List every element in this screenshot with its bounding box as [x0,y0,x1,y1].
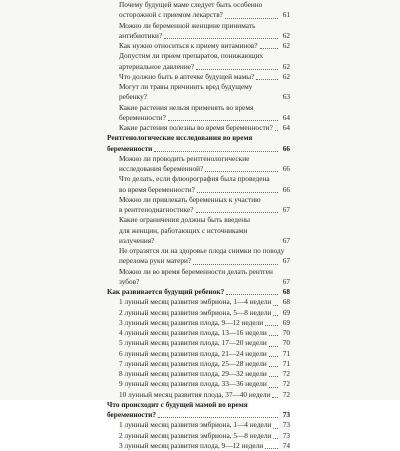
toc-entry [107,267,290,288]
toc-entry [107,297,290,307]
toc-page-number: 72 [279,390,290,400]
toc-entry-line [119,72,290,82]
toc-entry-line [119,308,290,318]
toc-entry [107,51,290,72]
toc-page-number: 74 [279,441,290,451]
dot-leader [154,151,278,152]
toc-entry-text: 3 лунный месяц развития плода, 9—12 недели [119,317,264,327]
toc-entry-line [119,0,290,10]
toc-entry [107,420,290,430]
dot-leader [193,264,278,265]
toc-entry-text: Можно ли привлекать беременных к участию [119,194,261,204]
toc-entry [107,154,290,175]
toc-entry-line [119,256,290,266]
toc-entry-line [119,441,290,451]
toc-entry-text: Что должно быть в аптечке будущей мамы? [119,71,255,81]
toc-page-number: 63 [279,92,290,102]
toc-entry [107,123,290,133]
toc-entry-line [119,390,290,400]
toc-page-number: 67 [279,277,290,287]
toc-page-number: 68 [279,287,290,297]
toc-page-number: 67 [279,256,290,266]
toc-entry-line [119,359,290,369]
toc-entry [107,431,290,441]
toc-page-number: 72 [279,379,290,389]
toc-entry-text: Не отразятся ли на здоровье плода снимки по поводу [119,246,285,255]
dot-leader [265,448,278,449]
toc-entry-line [107,410,290,420]
toc-page-number: 70 [279,328,290,338]
dot-leader [272,397,278,398]
dot-leader [269,366,278,367]
toc-entry-text: 1 лунный месяц развития эмбриона, 1—4 недели [119,420,272,430]
toc-entry-text: Что делать, если флюорография была проведена [119,174,270,184]
toc-entry-text: 2 лунный месяц развития эмбриона, 5—8 недели [119,307,272,317]
toc-entry [107,359,290,369]
toc-entry-line [119,349,290,359]
toc-entry [107,328,290,338]
toc-entry-text: Какие растения нельзя применять во время [119,102,254,112]
toc-page-number: 72 [279,369,290,379]
toc-entry-text: исследования беременной? [119,164,204,173]
toc-entry [107,195,290,216]
toc-entry-line [107,287,290,297]
toc-entry-line [119,123,290,133]
toc-page-number: 64 [279,123,290,133]
dot-leader [196,212,279,213]
toc-entry-line [119,195,290,205]
dot-leader [273,438,278,439]
dot-leader [275,130,278,131]
toc-entry [107,246,290,267]
toc-entry-line [119,215,290,225]
toc-page-number: 64 [279,113,290,123]
toc-page-number: 66 [279,185,290,195]
toc-entry-line [119,328,290,338]
toc-entry-text: 5 лунный месяц развития плода, 17—20 недели [119,338,267,348]
toc-entry-line [119,205,290,215]
toc-entry [107,215,290,246]
dot-leader [205,171,278,172]
toc-entry-line [119,267,290,288]
toc-page-number: 62 [279,72,290,82]
dot-leader [269,376,278,377]
dot-leader [273,315,278,316]
dot-leader [196,69,278,70]
dot-leader [225,18,278,19]
toc-page-number: 73 [279,420,290,430]
dot-leader [269,335,278,336]
toc-entry-line [119,338,290,348]
dot-leader [269,356,278,357]
toc-entry [107,379,290,389]
toc-entry-text: беременности? [119,112,166,122]
dot-leader [226,294,278,295]
toc-page-number: 69 [279,308,290,318]
toc-entry-text: Можно ли проводить рентгенологические [119,153,250,163]
toc-entry-line [119,31,290,41]
toc-entry-line [119,21,290,31]
toc-page-number: 68 [279,297,290,307]
toc-entry-text: для женщин, работающих с источниками излучения? [119,226,277,247]
toc-entry [107,308,290,318]
toc-entry-text: 1 лунный месяц развития эмбриона, 1—4 недели [119,297,272,307]
toc-entry [107,338,290,348]
toc-entry [107,0,290,21]
toc-section-heading [107,133,290,154]
dot-leader [256,79,278,80]
toc-entry-line [119,226,290,247]
toc-entry-text: Рентгенологические исследования во время [107,133,253,143]
toc-entry-line [119,174,290,184]
toc-entry [107,103,290,124]
toc-section-heading [107,287,290,297]
toc-entry-line [119,41,290,51]
table-of-contents [107,0,290,451]
toc-entry-line [119,10,290,20]
toc-page-number: 71 [279,349,290,359]
toc-page-number: 62 [279,62,290,72]
dot-leader [197,192,278,193]
toc-entry-line [119,297,290,307]
toc-entry-text: артериальное давление? [119,61,195,71]
toc-entry [107,441,290,451]
toc-entry-text: Могут ли травы причинить вред будущему ребенку? [119,82,277,103]
toc-entry-text: 8 лунный месяц развития плода, 29—32 недели [119,369,267,378]
toc-entry-text: антибиотики? [119,30,163,40]
toc-entry-line [119,185,290,195]
dot-leader [158,417,278,418]
toc-entry-text: 6 лунный месяц развития плода, 21—24 недели [119,348,267,358]
toc-page-number: 70 [279,338,290,348]
toc-entry-line [119,154,290,164]
toc-entry-text: 10 лунный месяц развития плода, 37—40 недели [119,389,271,399]
toc-entry-text: Какие ограничения должны быть введены [119,215,251,225]
toc-page-number: 62 [279,31,290,41]
dot-leader [164,38,278,39]
toc-page-number: 62 [279,41,290,51]
toc-entry-text: осторожной с приемом лекарств? [119,10,223,20]
toc-entry [107,369,290,379]
toc-entry [107,174,290,195]
toc-entry-line [119,51,290,61]
toc-entry-text: 7 лунный месяц развития плода, 25—28 недели [119,358,267,368]
toc-page-number: 73 [279,410,290,420]
toc-entry-line [119,62,290,72]
dot-leader [273,305,278,306]
toc-page-number: 67 [279,205,290,215]
toc-entry-text: Почему будущей маме следует быть особенно [119,0,263,9]
toc-entry-text: беременности? [107,410,157,419]
toc-page-number: 69 [279,318,290,328]
toc-entry-line [119,82,290,103]
toc-entry-text: перелома руки матери? [119,256,192,266]
toc-page-number: 67 [279,236,290,246]
toc-entry-text: 4 лунный месяц развития плода, 13—16 недели [119,328,267,337]
toc-entry-text: 9 лунный месяц развития плода, 33—36 недели [119,379,267,389]
toc-entry-text: Допустим ли прием препаратов, понижающих [119,51,264,61]
toc-entry-text: Можно ли беременной женщине принимать [119,20,256,30]
toc-entry-line [119,420,290,430]
toc-entry [107,72,290,82]
toc-entry-text: 2 лунный месяц развития эмбриона, 5—8 недели [119,430,272,440]
dot-leader [269,346,278,347]
toc-page-number: 66 [279,144,290,154]
toc-entry-line [107,144,290,154]
toc-entry-line [107,400,290,410]
toc-entry-text: Как развивается будущий ребенок? [107,287,225,296]
toc-entry [107,349,290,359]
toc-entry-line [119,113,290,123]
toc-entry-text: беременности [107,143,153,153]
toc-page-number: 73 [279,431,290,441]
dot-leader [260,48,278,49]
toc-entry-text: Как нужно относиться к приему витаминов? [119,41,258,50]
toc-page-number: 71 [279,359,290,369]
toc-entry-line [119,369,290,379]
toc-entry [107,82,290,103]
toc-entry-line [119,103,290,113]
toc-entry-text: Можно ли во время беременности делать рентген зубов? [119,267,277,288]
toc-entry-text: в рентгенодиагностике? [119,205,194,214]
dot-leader [273,428,278,429]
toc-entry-text: 3 лунный месяц развития плода, 9—12 недели [119,440,264,450]
toc-entry-line [119,431,290,441]
dot-leader [269,387,278,388]
toc-entry [107,318,290,328]
toc-page-number: 66 [279,164,290,174]
dot-leader [168,120,278,121]
toc-entry [107,390,290,400]
toc-entry-text: Что происходит с будущей мамой во время [107,399,248,409]
toc-entry-text: во время беременности? [119,184,195,194]
toc-entry-line [107,133,290,143]
toc-entry-line [119,379,290,389]
toc-entry-line [119,246,290,256]
toc-entry-text: Какие растения полезны во время беременности? [119,123,273,132]
toc-page-number: 61 [279,10,290,20]
toc-entry-line [119,164,290,174]
toc-section-heading [107,400,290,421]
toc-entry [107,21,290,42]
toc-entry-line [119,318,290,328]
toc-entry [107,41,290,51]
dot-leader [265,325,278,326]
